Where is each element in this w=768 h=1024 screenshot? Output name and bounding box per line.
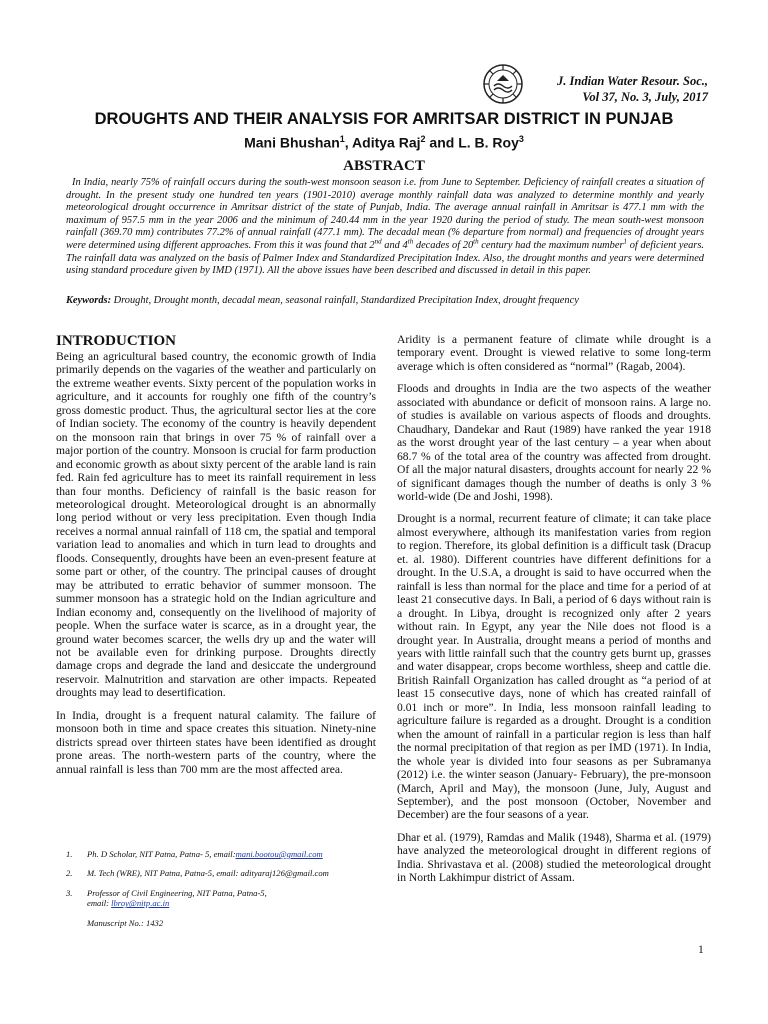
- abstract-heading: ABSTRACT: [343, 158, 425, 174]
- body-paragraph: Drought is a normal, recurrent feature of climate; it can take place almost everywhere, although its manifestation varies from region to region. Therefore, its global definition is a difficult task (Dracup et. al. 1980). Different countries have different definitions for a drought. In the U.S.A, a drought is said to have occurred when the rainfall is less than normal for the place and time for a period of at least 21 consecutive days. In Bali, a period of 6 days without rain is a drought. In Libya, drought is recognized only after 2 years without rain. In Egypt, any year the Nile does not flood is a drought year. In Australia, drought means a period of months and years with little rainfall such that the country gets burnt up, grasses and water disappear, crops become worthless, sheep and cattle die. British Rainfall Organization has called drought as “a period of at least 15 consecutive days, none of which has created rainfall of 0.01 inch or more”. In India, less monsoon rainfall leading to agriculture failure is regarded as a drought. Drought is a condition when the amount of rainfall in a particular region is less than half the normal precipitation of that region as per IMD (1971). In India, the whole year is divided into four seasons as per Subramanya (2012) i.e. the winter season (January- February), the pre-monsoon (March, April and May), the monsoon (June, July, August and September), and the post monsoon (October, November and December) are the four seasons of a year.: [397, 512, 711, 822]
- footnote-item: 1. Ph. D Scholar, NIT Patna, Patna- 5, email:mani.bootou@gmail.com: [66, 849, 323, 859]
- footnote-number: 1.: [66, 849, 73, 859]
- keywords-label: Keywords:: [66, 295, 112, 306]
- journal-volume: Vol 37, No. 3, July, 2017: [582, 90, 708, 104]
- abstract-text: In India, nearly 75% of rainfall occurs during the south-west monsoon season i.e. from June to September. Deficiency of rainfall creates a situation of drought. In the present study one hundred ten years (1901-2010) average monthly rainfall data was analyzed to determine monthly and yearly meteorological drought occurrence in Amritsar district of the state of Punjab, India. The average annual rainfall in Amritsar is 477.1 mm with the maximum of 957.5 mm in the year 2006 and the minimum of 240.44 mm in the year 1920 during the period of study. The mean south-west monsoon rainfall (369.70 mm) contributes 77.2% of annual rainfall (477.1 mm). The decadal mean (% departure from normal) and frequencies of drought years were determined using different approaches. From this it was found that 2nd and 4th decades of 20th century had the maximum number$^1$ of deficient years. The rainfall data was analyzed on the basis of Palmer Index and Standardized Precipitation Index. Also, the drought months and years were determined using standard procedure given by IMD (1971). All the above issues have been described and discussed in detail in this paper.: [66, 177, 704, 277]
- society-seal-logo: [483, 64, 523, 104]
- page-number: 1: [698, 943, 704, 956]
- manuscript-number: Manuscript No.: 1432: [87, 917, 164, 928]
- author-list: [40, 134, 728, 151]
- journal-citation: [530, 73, 708, 105]
- author-affiliation-mark: 2: [420, 134, 426, 144]
- author-name: L. B. Roy: [458, 134, 519, 151]
- footnote-number: 2.: [66, 868, 73, 879]
- body-paragraph: Aridity is a permanent feature of climate while drought is a temporary event. Drought is viewed relative to some long-term average which is often considered as “normal” (Ragab, 2004).: [397, 333, 711, 373]
- author-separator: ,: [344, 134, 353, 151]
- right-column: [397, 333, 711, 894]
- footnote-item: 2. M. Tech (WRE), NIT Patna, Patna-5, email: adityaraj126@gmail.com: [66, 868, 329, 879]
- email-link[interactable]: mani.bootou@gmail.com: [235, 849, 323, 859]
- author-footnotes: [66, 849, 376, 928]
- author-separator: and: [425, 134, 459, 151]
- body-paragraph: Dhar et al. (1979), Ramdas and Malik (1948), Sharma et al. (1979) have analyzed the meteorological drought in different regions of India. Shrivastava et al. (2008) studied the meteorological drought in North Lakhimpur district of Assam.: [397, 830, 711, 885]
- author-affiliation-mark: 3: [518, 134, 524, 144]
- author-name: Aditya Raj: [352, 134, 421, 151]
- paper-title: DROUGHTS AND THEIR ANALYSIS FOR AMRITSAR DISTRICT IN PUNJAB: [94, 110, 674, 128]
- section-heading-introduction: INTRODUCTION: [56, 333, 177, 349]
- body-paragraph: Being an agricultural based country, the economic growth of India primarily depends on the vagaries of the weather and particularly on the extreme weather events. Sixty percent of the population works in agriculture, and it accounts for roughly one fifth of the country’s gross domestic product. Thus, the agricultural sector lies at the core of Indian society. The economy of the country is heavily dependent on the monsoon rain that brings in over 75 % of rainfall over a major portion of the country. Monsoon is crucial for farm production and economic growth as about sixty percent of the arable land is rain fed. Rain fed agriculture has to meet its rainfall requirement in less than four months. Deficiency of rainfall is the basic reason for meteorological drought. Meteorological drought is an abnormally long period without or very less precipitation. Even though India receives a normal annual rainfall of 118 cm, the spatial and temporal variation lead to anomalies and which in turn lead to droughts and floods. Consequently, droughts have been an even-present feature at some part or other, of the country. The principal causes of drought may be attributed to erratic behavior of summer monsoon. The summer monsoon has a strategic hold on the Indian agriculture and Indian economy and, consequently on the livelihood of majority of people. When the surface water is scarce, as in a drought year, the ground water becomes scarcer, the wells dry up and the water will not be available even for drinking purpose. Droughts directly damage crops and degrade the land and desiccate the underground reservoir. Malnutrition and starvation are other impacts. Repeated droughts may lead to desertification.: [56, 350, 376, 700]
- author-name: Mani Bhushan: [244, 134, 340, 151]
- footnote-item: 3. Professor of Civil Engineering, NIT Patna, Patna-5, email: lbroy@nitp.ac.in: [66, 887, 267, 909]
- body-paragraph: Floods and droughts in India are the two aspects of the weather associated with abundance or deficit of monsoon rains. A large no. of studies is available on various aspects of floods and droughts. Chaudhary, Dandekar and Raut (1989) have ranked the year 1918 as the worst drought year of the last century – a year when about 68.7 % of the total area of the country was affected from drought. Of all the major natural disasters, droughts account for nearly 22 % of significant damages though the number of deaths is only 3 % world-wide (De and Joshi, 1998).: [397, 382, 711, 503]
- email-link[interactable]: lbroy@nitp.ac.in: [111, 898, 170, 909]
- keywords-text: Drought, Drought month, decadal mean, seasonal rainfall, Standardized Precipitation Index, drought frequency: [111, 295, 579, 306]
- body-paragraph: In India, drought is a frequent natural calamity. The failure of monsoon both in time and space creates this situation. Ninety-nine districts spread over thirteen states have been identified as drought prone areas. The north-western parts of the country, where the annual rainfall is less than 700 mm are the most affected area.: [56, 708, 376, 776]
- left-column: [56, 333, 376, 785]
- journal-name: J. Indian Water Resour. Soc.,: [557, 74, 708, 88]
- author-affiliation-mark: 1: [339, 134, 345, 144]
- keywords: [66, 294, 704, 307]
- footnote-number: 3.: [66, 887, 73, 898]
